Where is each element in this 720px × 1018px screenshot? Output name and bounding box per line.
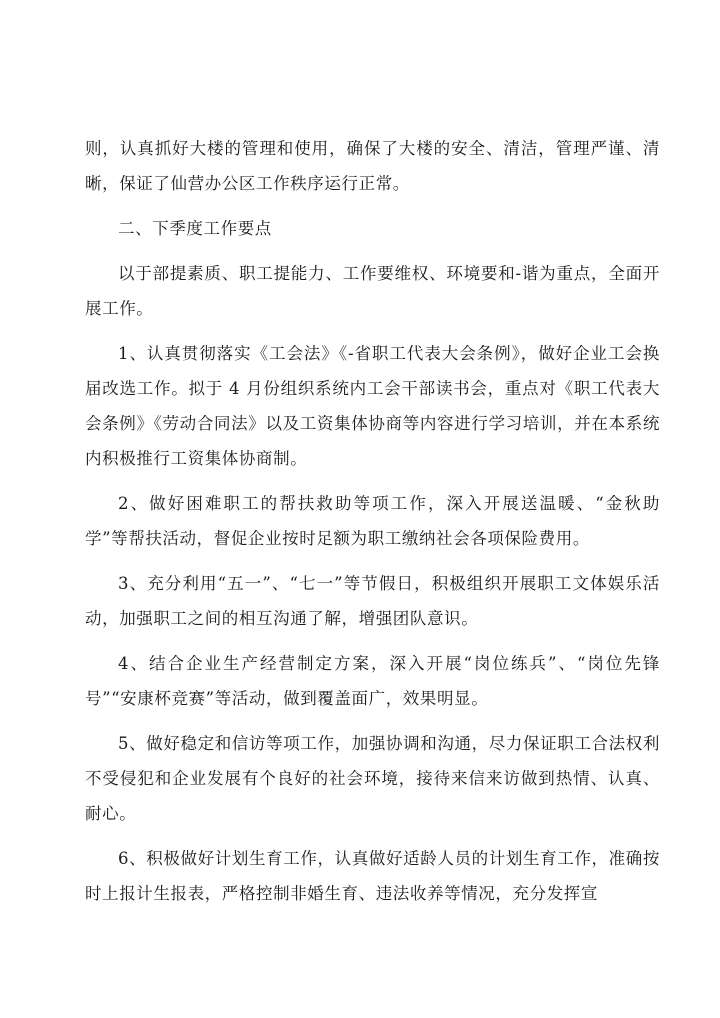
paragraph-spacer xyxy=(85,636,660,646)
paragraph-focus-summary: 以于部提素质、职工提能力、工作要维权、环境要和-谐为重点，全面开展工作。 xyxy=(85,264,660,318)
paragraph-spacer xyxy=(85,201,660,211)
section-heading-next-quarter: 二、下季度工作要点 xyxy=(118,219,272,238)
paragraph-item-6: 6、积极做好计划生育工作，认真做好适龄人员的计划生育工作，准确按时上报计生报表，严格控制非婚生育、违法收养等情况，充分发挥宣 xyxy=(85,849,660,903)
paragraph-spacer xyxy=(85,831,660,841)
paragraph-spacer xyxy=(85,716,660,726)
paragraph-item-1: 1、认真贯彻落实《工会法》《-省职工代表大会条例》，做好企业工会换届改选工作。拟于 4 月份组织系统内工会干部读书会，重点对《职工代表大会条例》《劳动合同法》以及工资集体协商等内容进行学习培训，并在本系统内积极推行工资集体协商制。 xyxy=(85,344,660,468)
paragraph-item-3: 3、充分利用“五一”、“七一”等节假日，积极组织开展职工文体娱乐活动，加强职工之间的相互沟通了解，增强团队意识。 xyxy=(85,574,660,628)
paragraph-spacer xyxy=(85,556,660,566)
paragraph-continuation: 则，认真抓好大楼的管理和使用，确保了大楼的安全、清洁，管理严谨、清晰，保证了仙营办公区工作秩序运行正常。 xyxy=(85,139,660,193)
paragraph-spacer xyxy=(85,326,660,336)
paragraph-spacer xyxy=(85,476,660,486)
document-body xyxy=(85,131,660,911)
paragraph-item-5: 5、做好稳定和信访等项工作，加强协调和沟通，尽力保证职工合法权利不受侵犯和企业发展有个良好的社会环境，接待来信来访做到热情、认真、耐心。 xyxy=(85,734,660,823)
paragraph-spacer xyxy=(85,246,660,256)
paragraph-item-2: 2、做好困难职工的帮扶救助等项工作，深入开展送温暖、“金秋助学”等帮扶活动，督促企业按时足额为职工缴纳社会各项保险费用。 xyxy=(85,494,660,548)
paragraph-item-4: 4、结合企业生产经营制定方案，深入开展“岗位练兵”、“岗位先锋号”“安康杯竞赛”等活动，做到覆盖面广，效果明显。 xyxy=(85,654,660,708)
